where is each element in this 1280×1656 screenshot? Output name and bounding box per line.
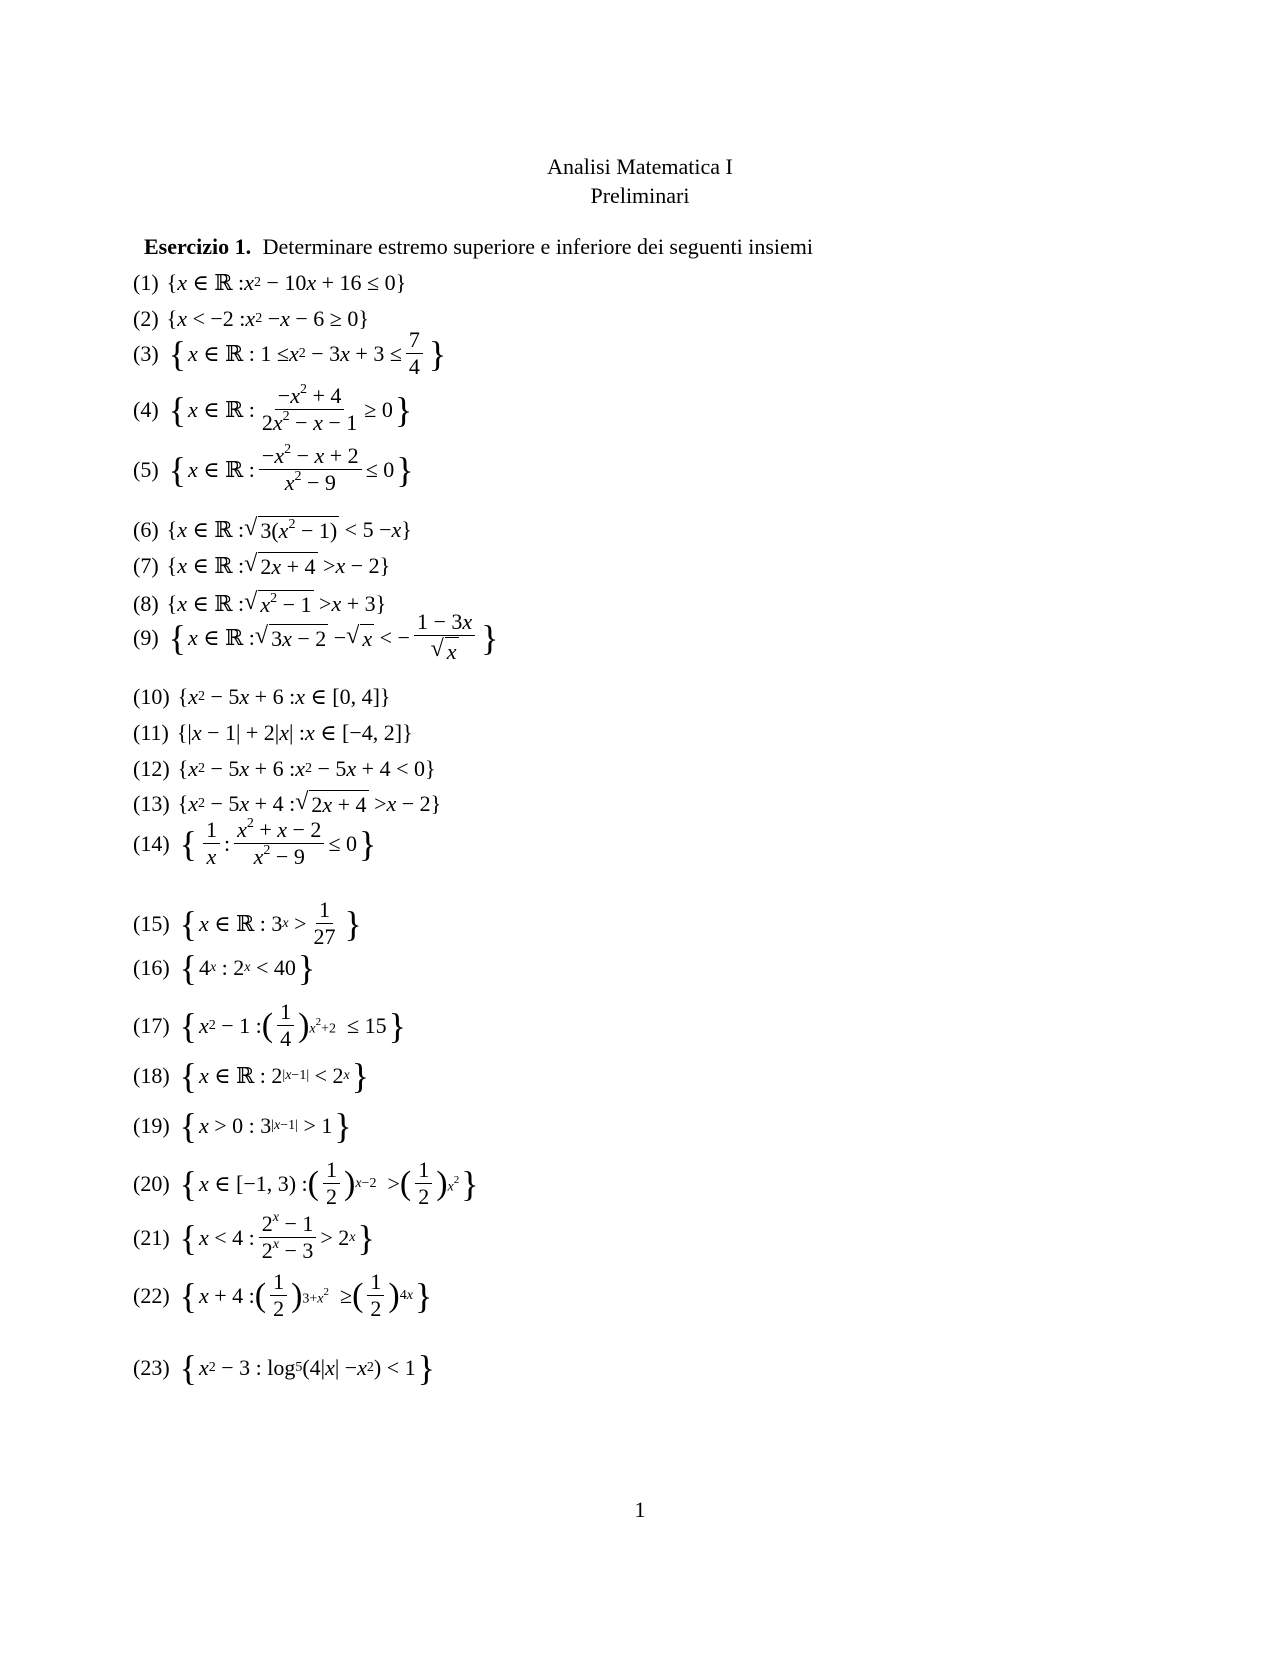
- item-number: (21): [133, 1224, 170, 1250]
- item-formula: { x 2 − 3 : log 5 (4| x | − x 2 ) < 1 }: [179, 1348, 435, 1388]
- item-formula: { x 2 − 5 x + 4 : √ 2x + 4 > x − 2}: [177, 789, 442, 817]
- list-item: [133, 516, 412, 545]
- item-formula: { x ∈ ℝ : x 2 − 10 x + 16 ≤ 0}: [166, 270, 407, 295]
- item-number: (9): [133, 624, 159, 650]
- list-item: [133, 1350, 437, 1386]
- list-item: [133, 384, 414, 435]
- list-item: [133, 1270, 434, 1321]
- item-number: (4): [133, 396, 159, 422]
- item-formula: { x ∈ ℝ : 2 |x−1| < 2 x }: [179, 1056, 370, 1096]
- item-number: (16): [133, 955, 170, 980]
- item-formula: { 4 x : 2 x < 40 }: [179, 948, 316, 988]
- item-formula: { x > 0 : 3 |x−1| > 1 }: [179, 1106, 352, 1146]
- item-formula: { $\frac{1}{x}$ : $\frac{x^2 + x - 2}{x^2 - 9}$ ≤ 0 }: [179, 816, 377, 870]
- item-formula: { x 2 − 5 x + 6 : x ∈ [0, 4]}: [177, 684, 391, 709]
- item-number: (6): [133, 517, 159, 543]
- item-formula: { x ∈ ℝ : √ 3x − 2 − √ x < − 1 − 3x √ x }: [168, 609, 499, 665]
- list-item: [133, 818, 378, 869]
- list-item: [133, 1058, 371, 1094]
- item-formula: {| x − 1| + 2| x | : x ∈ [−4, 2]}: [176, 720, 413, 745]
- exercise-label: Esercizio 1.: [144, 234, 252, 259]
- item-number: (5): [133, 456, 159, 482]
- item-number: (23): [133, 1355, 170, 1380]
- item-number: (22): [133, 1282, 170, 1308]
- list-item: [133, 1212, 377, 1263]
- item-formula: { x < −2 : x 2 − x − 6 ≥ 0}: [166, 306, 369, 331]
- item-number: (2): [133, 306, 159, 331]
- item-formula: { x ∈ ℝ : $\frac{-x^2 - x + 2}{x^2 - 9}$ ≤ 0 }: [168, 442, 414, 496]
- list-item: [133, 328, 448, 379]
- item-formula: { x ∈ ℝ : √ $3(x^2 - 1)$ < 5 − x }: [166, 515, 412, 543]
- exercise-statement: Determinare estremo superiore e inferiore dei seguenti insiemi: [262, 234, 814, 259]
- list-item: [133, 950, 317, 986]
- document-subtitle: Preliminari: [590, 183, 690, 208]
- item-number: (1): [133, 270, 159, 295]
- item-formula: { x ∈ ℝ : √ 2x + 4 > x − 2}: [166, 551, 391, 579]
- list-item: [133, 552, 390, 581]
- list-item: [133, 1108, 354, 1144]
- item-number: (10): [133, 684, 170, 709]
- item-number: (8): [133, 591, 159, 617]
- list-item: [133, 444, 416, 495]
- item-number: (18): [133, 1063, 170, 1088]
- item-number: (14): [133, 830, 170, 856]
- list-item: [133, 720, 413, 746]
- item-number: (3): [133, 340, 159, 366]
- item-number: (19): [133, 1113, 170, 1138]
- list-item: [133, 610, 500, 666]
- list-item: [133, 790, 441, 819]
- item-number: (12): [133, 756, 170, 781]
- page-number: 1: [634, 1497, 646, 1522]
- list-item: [133, 270, 406, 296]
- exercise-heading: [144, 234, 813, 260]
- item-number: (20): [133, 1170, 170, 1196]
- document-title: Analisi Matematica I: [547, 154, 733, 179]
- item-formula: { x ∈ ℝ : $\frac{-x^2 + 4}{2x^2 - x - 1}$ ≥ 0 }: [168, 382, 413, 436]
- item-number: (11): [133, 720, 169, 745]
- list-item: [133, 756, 436, 782]
- item-formula: { x ∈ ℝ : √ $x^2 - 1$ > x + 3}: [166, 589, 387, 617]
- item-formula: { x 2 − 1 : ( $\frac{1}{4}$ ) $x^2+2$ ≤ 15 }: [179, 999, 406, 1052]
- item-formula: { x + 4 : ( $\frac{1}{2}$ ) $3+x^2$ ≥ ( $\frac{1}{2}$ ) 4x }: [179, 1269, 433, 1322]
- item-formula: { x < 4 : $\frac{2^x - 1}{2^x - 3}$ > 2 x }: [179, 1210, 375, 1264]
- list-item: [133, 1000, 408, 1051]
- item-number: (7): [133, 553, 159, 579]
- item-formula: { x 2 − 5 x + 6 : x 2 − 5 x + 4 < 0}: [177, 756, 436, 781]
- list-item: [133, 898, 364, 949]
- list-item: [133, 684, 390, 710]
- item-number: (15): [133, 910, 170, 936]
- item-formula: { x ∈ ℝ : 3 x > $\frac{1}{27}$ }: [179, 897, 362, 950]
- item-formula: { x ∈ ℝ : 1 ≤ x 2 − 3 x + 3 ≤ $\frac{7}{4}$ }: [168, 327, 447, 380]
- item-formula: { x ∈ [−1, 3) : ( $\frac{1}{2}$ ) x−2 > ( $\frac{1}{2}$ ) $x^2$ }: [179, 1157, 479, 1210]
- item-number: (17): [133, 1012, 170, 1038]
- list-item: [133, 1158, 481, 1209]
- item-number: (13): [133, 791, 170, 817]
